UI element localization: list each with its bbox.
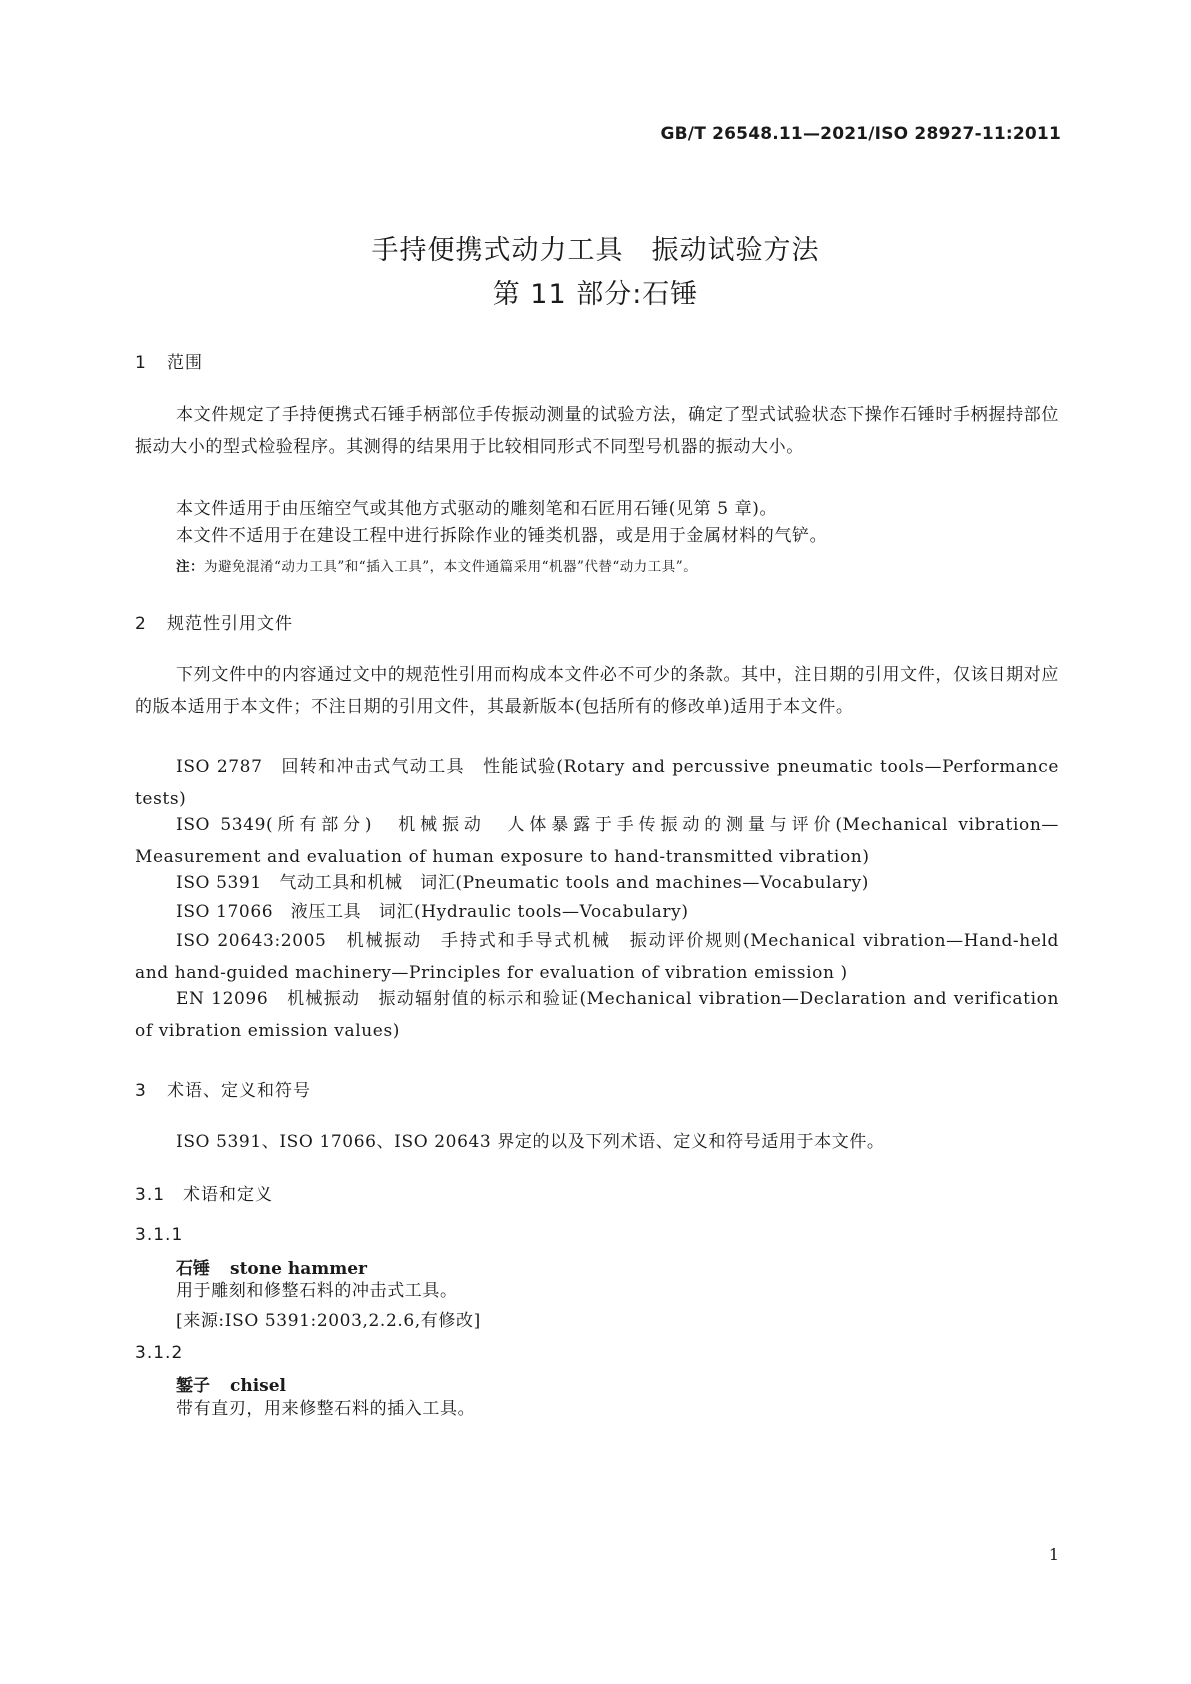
- section-number: 2: [135, 614, 147, 634]
- reference-item: ISO 5349(所有部分) 机械振动 人体暴露于手传振动的测量与评价(Mechanical vibration—Measurement and evaluation of human exposure to hand-transmitted vibration): [135, 815, 1059, 867]
- section-3-heading: [135, 1076, 311, 1101]
- scope-note: [176, 555, 697, 575]
- subsection-3-1-heading: [135, 1180, 273, 1205]
- page-number: 1: [1048, 1545, 1059, 1564]
- term-english: stone hammer: [230, 1259, 367, 1279]
- scope-paragraph-1: 本文件规定了手持便携式石锤手柄部位手传振动测量的试验方法，确定了型式试验状态下操作石锤时手柄握持部位振动大小的型式检验程序。其测得的结果用于比较相同形式不同型号机器的振动大小。: [135, 405, 1059, 457]
- term-definition: 用于雕刻和修整石料的冲击式工具。: [176, 1281, 458, 1301]
- doc-title-line2: 第 11 部分:石锤: [492, 279, 699, 310]
- reference-item: ISO 5391 气动工具和机械 词汇(Pneumatic tools and machines—Vocabulary): [176, 873, 869, 893]
- terms-intro-paragraph: ISO 5391、ISO 17066、ISO 20643 界定的以及下列术语、定义和符号适用于本文件。: [176, 1132, 885, 1152]
- scope-paragraph-3: 本文件不适用于在建设工程中进行拆除作业的锤类机器，或是用于金属材料的气铲。: [176, 526, 828, 546]
- term-number: 3.1.1: [135, 1225, 184, 1245]
- reference-item: ISO 20643:2005 机械振动 手持式和手导式机械 振动评价规则(Mechanical vibration—Hand-held and hand-guided machinery—Principles for evaluation of vibration emission ): [135, 931, 1059, 983]
- section-number: 3: [135, 1081, 147, 1101]
- scope-paragraph-2: 本文件适用于由压缩空气或其他方式驱动的雕刻笔和石匠用石锤(见第 5 章)。: [176, 499, 778, 519]
- standard-code: GB/T 26548.11—2021/ISO 28927-11:2011: [660, 124, 1061, 144]
- term-source: [来源:ISO 5391:2003,2.2.6,有修改]: [176, 1311, 481, 1331]
- section-title: 规范性引用文件: [167, 614, 293, 634]
- note-text: 为避免混淆“动力工具”和“插入工具”，本文件通篇采用“机器”代替“动力工具”。: [204, 559, 698, 575]
- reference-item: ISO 17066 液压工具 词汇(Hydraulic tools—Vocabulary): [176, 902, 689, 922]
- term-english: chisel: [230, 1376, 287, 1396]
- term-definition: 带有直刃，用来修整石料的插入工具。: [176, 1399, 476, 1419]
- note-label: 注：: [176, 559, 204, 575]
- term-chinese: 石锤: [176, 1259, 210, 1279]
- doc-title-line1: 手持便携式动力工具 振动试验方法: [371, 235, 820, 266]
- section-title: 术语、定义和符号: [167, 1081, 311, 1101]
- term-chinese: 錾子: [176, 1376, 210, 1396]
- term-entry: [176, 1371, 286, 1396]
- subsection-title: 术语和定义: [183, 1185, 273, 1205]
- section-title: 范围: [167, 353, 203, 373]
- section-2-heading: [135, 609, 293, 634]
- section-1-heading: [135, 348, 203, 373]
- section-number: 1: [135, 353, 147, 373]
- reference-item: ISO 2787 回转和冲击式气动工具 性能试验(Rotary and percussive pneumatic tools—Performance tests): [135, 757, 1059, 809]
- reference-item: EN 12096 机械振动 振动辐射值的标示和验证(Mechanical vibration—Declaration and verification of vibration emission values): [135, 989, 1059, 1041]
- normative-intro-paragraph: 下列文件中的内容通过文中的规范性引用而构成本文件必不可少的条款。其中，注日期的引用文件，仅该日期对应的版本适用于本文件；不注日期的引用文件，其最新版本(包括所有的修改单)适用于本文件。: [135, 665, 1059, 717]
- subsection-number: 3.1: [135, 1185, 166, 1205]
- term-number: 3.1.2: [135, 1343, 184, 1363]
